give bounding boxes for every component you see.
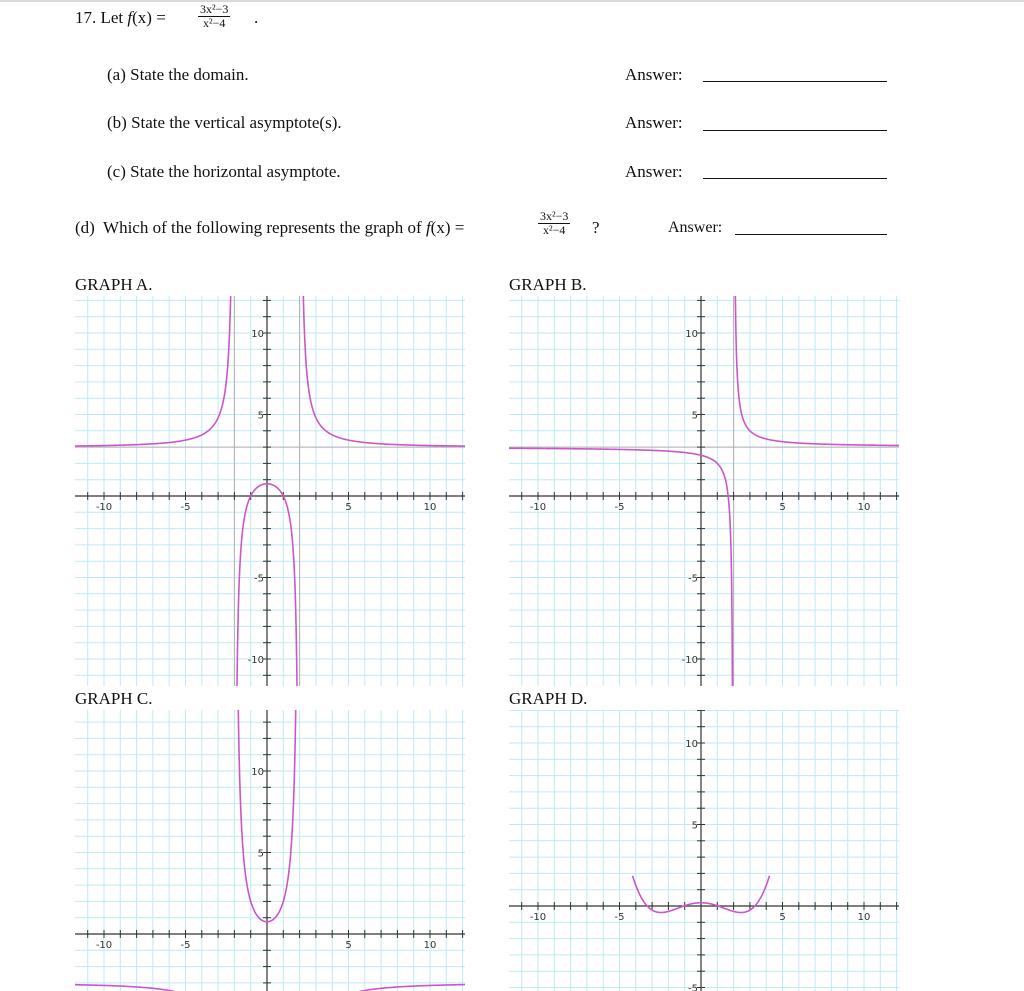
answer-d-label: Answer:	[668, 219, 723, 236]
y-tick-label: 5	[691, 410, 698, 422]
answer-c-blank[interactable]	[703, 178, 887, 179]
part-d-label: (d)	[75, 218, 95, 237]
graph-a-title: GRAPH A.	[75, 275, 153, 294]
function-curve	[75, 984, 234, 991]
part-d-denominator: x²−4	[543, 223, 566, 237]
x-tick-label: 10	[857, 912, 871, 923]
answer-a-label: Answer:	[625, 65, 683, 84]
x-tick-label: 5	[345, 502, 352, 513]
graph-d[interactable]	[509, 710, 899, 991]
part-d-fraction	[538, 210, 570, 237]
x-tick-label: 5	[779, 502, 786, 513]
x-tick-label: 5	[779, 912, 786, 923]
problem-number: 17.	[75, 8, 97, 27]
part-a-label: (a)	[107, 65, 126, 84]
function-curve	[300, 296, 465, 446]
y-tick-label: -10	[681, 655, 698, 666]
part-d-text: Which of the following represents the graph of	[103, 218, 422, 237]
function-name: f	[127, 8, 133, 27]
y-tick-label: 10	[685, 739, 698, 750]
function-curve	[509, 448, 734, 686]
part-d-function-name: f	[425, 218, 431, 237]
part-b-text: State the vertical asymptote(s).	[131, 113, 342, 132]
graph-b-title: GRAPH B.	[509, 275, 587, 294]
y-tick-label: 5	[257, 410, 264, 422]
y-tick-label: 10	[251, 767, 264, 778]
function-curve	[300, 984, 465, 991]
function-curve	[734, 296, 899, 446]
answer-c-label: Answer:	[625, 162, 683, 181]
graph-c-title: GRAPH C.	[75, 689, 153, 708]
statement-period: .	[254, 8, 259, 27]
graph-a[interactable]	[75, 296, 465, 686]
x-tick-label: -5	[614, 502, 625, 513]
part-b	[107, 113, 342, 133]
y-tick-label: 10	[251, 329, 264, 340]
part-c-label: (c)	[107, 162, 126, 181]
x-tick-label: 10	[857, 502, 871, 513]
graph-c[interactable]	[75, 710, 465, 991]
y-tick-label: -5	[254, 573, 264, 585]
x-tick-label: 10	[423, 940, 437, 951]
x-tick-label: -5	[614, 912, 625, 923]
part-c	[107, 162, 341, 182]
part-c-text: State the horizontal asymptote.	[130, 162, 341, 181]
y-tick-label: -10	[247, 655, 264, 666]
y-tick-label: -5	[688, 983, 698, 991]
x-tick-label: 5	[345, 940, 352, 951]
y-tick-label: 5	[257, 848, 264, 860]
problem-lead: Let	[100, 8, 124, 27]
equals-sign: =	[156, 8, 166, 27]
answer-a-blank[interactable]	[703, 81, 887, 82]
x-tick-label: -5	[180, 940, 191, 951]
part-d-function-variable: (x)	[430, 218, 451, 237]
x-tick-label: 10	[423, 502, 437, 513]
y-tick-label: 10	[685, 329, 698, 340]
y-tick-label: 5	[691, 820, 698, 832]
top-border	[0, 0, 1024, 2]
problem-statement	[75, 8, 166, 28]
answer-d-blank[interactable]	[735, 234, 887, 235]
part-b-label: (b)	[107, 113, 127, 132]
part-d-numerator: 3x²−3	[540, 209, 569, 223]
x-tick-label: -10	[529, 912, 547, 923]
y-tick-label: -5	[688, 573, 698, 585]
x-tick-label: -10	[529, 502, 547, 513]
x-tick-label: -10	[95, 502, 113, 513]
graph-d-title: GRAPH D.	[509, 689, 588, 708]
x-tick-label: -10	[95, 940, 113, 951]
part-d-question-mark: ?	[592, 218, 600, 237]
answer-b-blank[interactable]	[703, 130, 887, 131]
function-variable: (x)	[132, 8, 152, 27]
x-tick-label: -5	[180, 502, 191, 513]
answer-b-label: Answer:	[625, 113, 683, 132]
fraction-numerator: 3x²−3	[200, 2, 229, 16]
part-d-equals: =	[454, 218, 465, 237]
function-curve	[75, 296, 234, 446]
part-a-text: State the domain.	[130, 65, 249, 84]
part-a	[107, 65, 249, 85]
function-fraction	[198, 3, 230, 30]
fraction-denominator: x²−4	[203, 16, 226, 30]
graph-b[interactable]	[509, 296, 899, 686]
part-d	[75, 218, 464, 238]
